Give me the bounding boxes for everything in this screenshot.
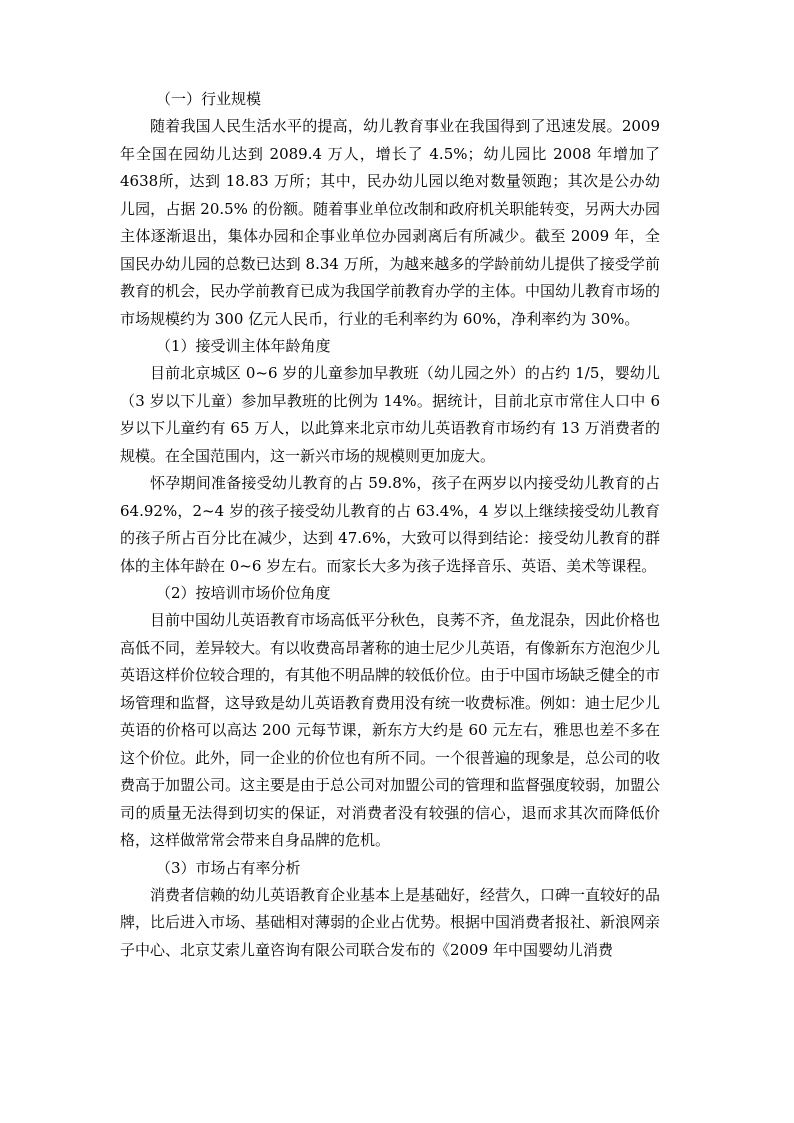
paragraph-market-share: 消费者信赖的幼儿英语教育企业基本上是基础好，经营久，口碑一直较好的品牌，比后进入市场、基础相对薄弱的企业占优势。根据中国消费者报社、新浪网亲子中心、北京艾索儿童咨询有限公司联合发布的《2009 年中国婴幼儿消费 — [120, 885, 661, 959]
subheading-price-perspective: （2）按培训市场价位角度 — [156, 584, 331, 602]
subheading-market-share: （3）市场占有率分析 — [156, 858, 301, 877]
paragraph-beijing-market: 目前北京城区 0~6 岁的儿童参加早教班（幼儿园之外）的占约 1/5，婴幼儿（3 岁以下儿童）参加早教班的比例为 14%。据统计，目前北京市常住人口中 6岁以下儿童约有 65 万人，以此算来北京市幼儿英语教育市场约有 13 万消费者的规模。在全国范围内，这一新兴市场的规模则更加庞大。 — [120, 364, 660, 465]
subheading-age-perspective: （1）接受训主体年龄角度 — [156, 337, 331, 355]
section-heading-industry-scale: （一）行业规模 — [156, 90, 262, 108]
paragraph-age-statistics: 怀孕期间准备接受幼儿教育的占 59.8%，孩子在两岁以内接受幼儿教育的占64.92%，2~4 岁的孩子接受幼儿教育的占 63.4%，4 岁以上继续接受幼儿教育的孩子所占百分比在减少，达到 47.6%，大致可以得到结论：接受幼儿教育的群体的主体年龄在 0~6 岁左右。而家长大多为孩子选择音乐、英语、美术等课程。 — [120, 474, 660, 575]
paragraph-price-analysis: 目前中国幼儿英语教育市场高低平分秋色，良莠不齐，鱼龙混杂，因此价格也高低不同，差异较大。有以收费高昂著称的迪士尼少儿英语，有像新东方泡泡少儿英语这样价位较合理的，有其他不明品牌的较低价位。由于中国市场缺乏健全的市场管理和监督，这导致是幼儿英语教育费用没有统一收费标准。例如：迪士尼少儿英语的价格可以高达 200 元每节课，新东方大约是 60 元左右，雅思也差不多在这个价位。此外，同一企业的价位也有所不同。一个很普遍的现象是，总公司的收费高于加盟公司。这主要是由于总公司对加盟公司的管理和监督强度较弱，加盟公司的质量无法得到切实的保证，对消费者没有较强的信心，退而求其次而降低价格，这样做常常会带来自身品牌的危机。 — [120, 611, 661, 849]
document-body — [120, 86, 660, 964]
paragraph-industry-scale: 随着我国人民生活水平的提高，幼儿教育事业在我国得到了迅速发展。2009年全国在园幼儿达到 2089.4 万人，增长了 4.5%；幼儿园比 2008 年增加了 4638所，达到 18.83 万所；其中，民办幼儿园以绝对数量领跑；其次是公办幼儿园，占据 20.5% 的份额。随着事业单位改制和政府机关职能转变，另两大办园主体逐渐退出，集体办园和企事业单位办园剥离后有所减少。截至 2009 年，全国民办幼儿园的总数已达到 8.34 万所，为越来越多的学龄前幼儿提供了接受学前教育的机会，民办学前教育已成为我国学前教育办学的主体。中国幼儿教育市场的市场规模约为 300 亿元人民币，行业的毛利率约为 60%，净利率约为 30%。 — [120, 117, 661, 328]
